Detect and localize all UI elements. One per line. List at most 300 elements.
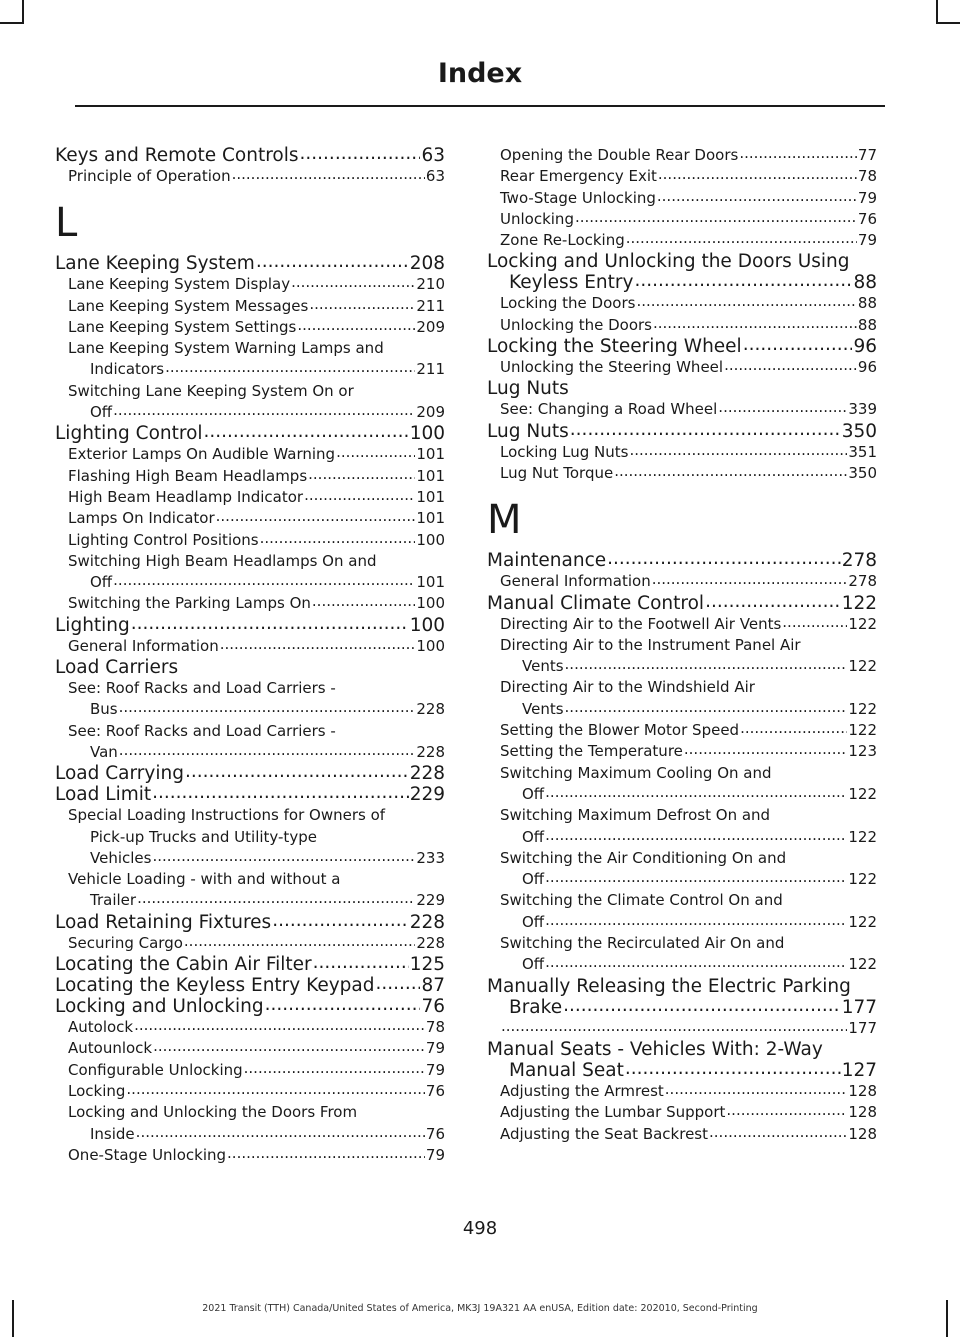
dot-leader: [309, 294, 415, 315]
entry-page-number: 76: [425, 1081, 445, 1100]
entry-page-number: 228: [409, 911, 445, 933]
index-column-right: [487, 145, 877, 1145]
entry-title: Locking: [68, 1081, 126, 1100]
entry-page-number: 101: [416, 466, 445, 485]
dot-leader: [614, 461, 847, 482]
entry-title: One-Stage Unlocking: [68, 1145, 227, 1164]
dot-leader: [291, 272, 415, 293]
dot-leader: [336, 442, 415, 463]
dot-leader: [265, 994, 421, 1015]
entry-title: Exterior Lamps On Audible Warning: [68, 445, 336, 464]
index-subentry: [487, 357, 877, 378]
index-entry-text: Switching Maximum Defrost On and: [500, 806, 771, 825]
index-subentry: [55, 890, 445, 911]
entry-page-number: 127: [841, 1059, 877, 1081]
entry-page-number: 88: [857, 294, 877, 313]
index-subentry: [487, 912, 877, 933]
entry-page-number: 210: [416, 275, 445, 294]
index-subentry: [55, 508, 445, 529]
dot-leader: [227, 1143, 425, 1164]
entry-page-number: 79: [425, 1060, 445, 1079]
entry-title: Bus: [90, 700, 118, 719]
dot-leader: [625, 1058, 841, 1079]
index-entry-text: Directing Air to the Instrument Panel Air: [500, 635, 801, 654]
index-entry: [55, 975, 445, 996]
entry-title: Lighting Control: [55, 423, 203, 445]
index-subentry: [55, 593, 445, 614]
entry-page-number: 228: [409, 763, 445, 785]
entry-page-number: 233: [416, 848, 445, 867]
crop-mark: [0, 22, 24, 24]
entry-title: Lane Keeping System: [55, 253, 255, 275]
entry-title: Unlocking the Doors: [500, 315, 652, 334]
index-entry-text: Vehicle Loading - with and without a: [68, 870, 341, 889]
entry-page-number: 122: [841, 592, 877, 614]
dot-leader: [119, 697, 416, 718]
entry-title: Unlocking: [500, 209, 574, 228]
entry-title: Locking and Unlocking: [55, 996, 264, 1018]
index-subentry: [487, 463, 877, 484]
index-entry-text: Switching Maximum Cooling On and: [500, 763, 772, 782]
entry-page-number: 122: [848, 699, 877, 718]
entry-page-number: 211: [416, 360, 445, 379]
entry-title: Lug Nut Torque: [500, 463, 614, 482]
dot-leader: [545, 910, 847, 931]
title-divider: [75, 105, 885, 107]
entry-title: Autounlock: [68, 1039, 153, 1058]
entry-title: Rear Emergency Exit: [500, 167, 657, 186]
index-entry-heading: Load Carriers: [55, 657, 179, 679]
index-subentry: [487, 166, 877, 187]
entry-title: Locking Lug Nuts: [500, 442, 629, 461]
entry-page-number: 128: [848, 1081, 877, 1100]
dot-leader: [137, 888, 415, 909]
entry-page-number: 122: [848, 827, 877, 846]
entry-page-number: 351: [848, 442, 877, 461]
entry-page-number: 123: [848, 742, 877, 761]
index-subentry: [55, 699, 445, 720]
entry-page-number: 122: [848, 657, 877, 676]
entry-title: Van: [90, 742, 118, 761]
index-subentry: [487, 293, 877, 314]
index-subentry: [487, 656, 877, 677]
index-entry: [487, 421, 877, 442]
entry-title: High Beam Headlamp Indicator: [68, 487, 304, 506]
index-subentry: [487, 784, 877, 805]
entry-title: Autolock: [68, 1018, 134, 1037]
dot-leader: [726, 1100, 847, 1121]
entry-title: Opening the Double Rear Doors: [500, 146, 739, 164]
entry-title: Two-Stage Unlocking: [500, 188, 656, 207]
index-subentry: [487, 188, 877, 209]
entry-title: Vents: [522, 657, 564, 676]
index-subentry: [487, 399, 877, 420]
entry-title: Vehicles: [90, 848, 152, 867]
index-entry-text: See: Roof Racks and Load Carriers -: [68, 721, 336, 740]
index-entry: [55, 763, 445, 784]
entry-title: Directing Air to the Footwell Air Vents: [500, 614, 782, 633]
index-subentry: [55, 848, 445, 869]
index-letter-heading: L: [55, 200, 78, 247]
entry-title: Load Carrying: [55, 763, 184, 785]
index-subentry: [487, 1124, 877, 1145]
entry-title: Adjusting the Seat Backrest: [500, 1124, 709, 1143]
index-subentry: [55, 466, 445, 487]
dot-leader: [375, 973, 420, 994]
entry-page-number: 122: [848, 912, 877, 931]
index-subentry: [55, 530, 445, 551]
entry-page-number: 100: [409, 423, 445, 445]
entry-page-number: 78: [425, 1018, 445, 1037]
index-entry: [487, 1060, 877, 1081]
dot-leader: [724, 355, 857, 376]
index-entry-text: Pick-up Trucks and Utility-type: [90, 827, 317, 846]
dot-leader: [232, 164, 425, 185]
entry-page-number: 228: [416, 742, 445, 761]
entry-page-number: 209: [416, 403, 445, 422]
entry-page-number: 128: [848, 1103, 877, 1122]
entry-page-number: 122: [848, 614, 877, 633]
index-subentry: [55, 1145, 445, 1166]
entry-page-number: 88: [857, 315, 877, 334]
dot-leader: [565, 654, 848, 675]
dot-leader: [634, 270, 852, 291]
index-entry: [55, 423, 445, 444]
dot-leader: [204, 421, 409, 442]
index-entry: [487, 997, 877, 1018]
index-subentry: [55, 317, 445, 338]
entry-title: Lighting Control Positions: [68, 530, 259, 549]
entry-title: Lighting: [55, 614, 130, 636]
dot-leader: [658, 164, 857, 185]
dot-leader: [304, 485, 415, 506]
dot-leader: [545, 867, 847, 888]
dot-leader: [705, 591, 841, 612]
entry-page-number: 100: [416, 530, 445, 549]
entry-page-number: 128: [848, 1124, 877, 1143]
index-subentry: [487, 827, 877, 848]
index-entry: [487, 272, 877, 293]
dot-leader: [657, 186, 857, 207]
dot-leader: [184, 931, 415, 952]
index-letter-heading: M: [487, 497, 522, 544]
index-entry: [55, 912, 445, 933]
page-number: 498: [462, 1218, 498, 1239]
index-subentry: [55, 402, 445, 423]
dot-leader: [684, 739, 847, 760]
entry-page-number: 229: [416, 891, 445, 910]
entry-page-number: 79: [857, 231, 877, 250]
entry-title: Off: [522, 912, 545, 931]
dot-leader: [113, 570, 415, 591]
entry-page-number: 125: [409, 954, 445, 976]
index-subentry: [55, 636, 445, 657]
index-entry: [487, 336, 877, 357]
entry-title: Securing Cargo: [68, 933, 183, 952]
index-entry: [487, 593, 877, 614]
entry-page-number: 88: [853, 272, 877, 294]
entry-page-number: 350: [848, 463, 877, 482]
entry-page-number: 228: [416, 700, 445, 719]
index-subentry: [487, 720, 877, 741]
index-subentry: [55, 296, 445, 317]
dot-leader: [575, 207, 857, 228]
index-entry: [55, 996, 445, 1017]
index-entry-text: Special Loading Instructions for Owners of: [68, 806, 386, 825]
entry-page-number: 177: [848, 1018, 877, 1037]
dot-leader: [743, 334, 853, 355]
entry-page-number: 100: [416, 594, 445, 613]
index-subentry: [55, 359, 445, 380]
entry-page-number: 77: [857, 146, 877, 164]
entry-title: Locating the Cabin Air Filter: [55, 954, 312, 976]
entry-title: Off: [522, 870, 545, 889]
index-subentry: [55, 1060, 445, 1081]
entry-page-number: 76: [425, 1124, 445, 1143]
dot-leader: [185, 761, 409, 782]
index-entry: [55, 145, 445, 166]
dot-leader: [300, 143, 421, 164]
entry-title: Switching the Parking Lamps On: [68, 594, 311, 613]
index-subentry: [55, 1124, 445, 1145]
entry-page-number: 278: [848, 572, 877, 591]
index-subentry: [487, 1018, 877, 1039]
entry-page-number: 211: [416, 296, 445, 315]
entry-page-number: 78: [857, 167, 877, 186]
entry-page-number: 122: [848, 721, 877, 740]
entry-title: Adjusting the Lumbar Support: [500, 1103, 726, 1122]
index-entry-text: Switching the Climate Control On and: [500, 891, 783, 910]
entry-page-number: 96: [853, 336, 877, 358]
entry-title: Off: [522, 827, 545, 846]
entry-page-number: 228: [416, 933, 445, 952]
index-entry: [55, 615, 445, 636]
index-subentry: [55, 572, 445, 593]
entry-title: Lane Keeping System Messages: [68, 296, 309, 315]
dot-leader: [626, 228, 857, 249]
dot-leader: [272, 910, 408, 931]
index-subentry: [487, 699, 877, 720]
dot-leader: [256, 251, 409, 272]
dot-leader: [709, 1122, 847, 1143]
entry-page-number: 122: [848, 955, 877, 974]
entry-title: Configurable Unlocking: [68, 1060, 243, 1079]
index-entry-heading: Manual Seats - Vehicles With: 2-Way: [487, 1038, 823, 1060]
entry-page-number: 76: [857, 209, 877, 228]
entry-title: Adjusting the Armrest: [500, 1081, 664, 1100]
entry-title: Trailer: [90, 891, 137, 910]
dot-leader: [782, 612, 847, 633]
dot-leader: [165, 357, 415, 378]
entry-page-number: 278: [841, 550, 877, 572]
index-entry-text: Lane Keeping System Warning Lamps and: [68, 339, 384, 358]
dot-leader: [152, 846, 415, 867]
dot-leader: [718, 397, 847, 418]
entry-page-number: 122: [848, 784, 877, 803]
dot-leader: [297, 315, 415, 336]
entry-page-number: 63: [421, 145, 445, 166]
entry-title: Locating the Keyless Entry Keypad: [55, 975, 375, 997]
index-entry-text: Switching the Recirculated Air On and: [500, 934, 785, 953]
index-subentry: [487, 1102, 877, 1123]
dot-leader: [665, 1079, 848, 1100]
entry-title: Lane Keeping System Settings: [68, 317, 297, 336]
index-subentry: [55, 1038, 445, 1059]
entry-title: Load Limit: [55, 784, 152, 806]
index-entry-text: Directing Air to the Windshield Air: [500, 678, 755, 697]
dot-leader: [131, 613, 409, 634]
dot-leader: [545, 782, 847, 803]
dot-leader: [570, 419, 841, 440]
entry-title: See: Changing a Road Wheel: [500, 400, 718, 419]
page-title: Index: [437, 58, 523, 89]
entry-title: Lug Nuts: [487, 420, 569, 442]
dot-leader: [113, 400, 415, 421]
entry-title: Off: [522, 955, 545, 974]
entry-title: Vents: [522, 699, 564, 718]
crop-mark: [936, 22, 960, 24]
index-subentry: [55, 742, 445, 763]
entry-title: Manual Seat: [509, 1059, 624, 1081]
index-subentry: [487, 230, 877, 251]
index-subentry: [55, 444, 445, 465]
index-subentry: [55, 274, 445, 295]
dot-leader: [629, 440, 847, 461]
dot-leader: [740, 718, 847, 739]
index-entry-text: Locking and Unlocking the Doors From: [68, 1103, 358, 1122]
index-subentry: [55, 1081, 445, 1102]
index-entry-text: Switching High Beam Headlamps On and: [68, 551, 377, 570]
index-subentry: [487, 614, 877, 635]
entry-title: Setting the Temperature: [500, 742, 683, 761]
entry-title: Load Retaining Fixtures: [55, 911, 272, 933]
dot-leader: [119, 740, 416, 761]
dot-leader: [134, 1015, 425, 1036]
dot-leader: [545, 952, 847, 973]
index-entry-text: See: Roof Racks and Load Carriers -: [68, 679, 336, 698]
entry-page-number: 122: [848, 870, 877, 889]
dot-leader: [126, 1079, 425, 1100]
index-subentry: [55, 1017, 445, 1038]
entry-page-number: 209: [416, 317, 445, 336]
entry-title: General Information: [68, 636, 219, 655]
entry-title: Inside: [90, 1124, 135, 1143]
index-subentry: [487, 145, 877, 166]
index-subentry: [487, 869, 877, 890]
index-entry: [487, 550, 877, 571]
entry-title: Off: [90, 403, 113, 422]
dot-leader: [312, 591, 415, 612]
entry-page-number: 79: [425, 1039, 445, 1058]
entry-title: Lane Keeping System Display: [68, 275, 291, 294]
index-subentry: [55, 166, 445, 187]
entry-page-number: 208: [409, 253, 445, 275]
entry-page-number: 79: [425, 1145, 445, 1164]
dot-leader: [565, 697, 848, 718]
dot-leader: [739, 143, 857, 164]
entry-page-number: 87: [421, 975, 445, 997]
entry-page-number: 96: [857, 358, 877, 377]
entry-title: Flashing High Beam Headlamps: [68, 466, 308, 485]
dot-leader: [636, 291, 856, 312]
dot-leader: [308, 464, 415, 485]
index-subentry: [487, 954, 877, 975]
entry-page-number: 177: [841, 996, 877, 1018]
entry-title: General Information: [500, 572, 651, 591]
index-subentry: [487, 571, 877, 592]
dot-leader: [260, 528, 416, 549]
entry-title: Zone Re-Locking: [500, 231, 625, 250]
dot-leader: [153, 1036, 425, 1057]
entry-title: Off: [522, 784, 545, 803]
index-entry: [55, 954, 445, 975]
index-subentry: [487, 209, 877, 230]
entry-title: Setting the Blower Motor Speed: [500, 721, 740, 740]
dot-leader: [152, 782, 409, 803]
entry-title: Lamps On Indicator: [68, 509, 215, 528]
entry-page-number: 101: [416, 445, 445, 464]
entry-title: Indicators: [90, 360, 165, 379]
index-subentry: [487, 442, 877, 463]
dot-leader: [652, 569, 848, 590]
dot-leader: [244, 1058, 425, 1079]
entry-page-number: 229: [409, 784, 445, 806]
entry-title: Locking the Steering Wheel: [487, 336, 742, 358]
entry-title: Maintenance: [487, 550, 607, 572]
index-subentry: [487, 1081, 877, 1102]
dot-leader: [501, 1016, 847, 1037]
entry-title: Principle of Operation: [68, 167, 231, 185]
index-subentry: [55, 487, 445, 508]
dot-leader: [545, 825, 847, 846]
entry-page-number: 76: [421, 996, 445, 1018]
dot-leader: [220, 634, 416, 655]
entry-page-number: 63: [425, 167, 445, 185]
entry-title: Off: [90, 573, 113, 592]
entry-page-number: 101: [416, 509, 445, 528]
entry-page-number: 101: [416, 573, 445, 592]
index-entry: [55, 784, 445, 805]
index-entry-text: Switching the Air Conditioning On and: [500, 848, 787, 867]
footer-edition-text: 2021 Transit (TTH) Canada/United States of America, MK3J 19A321 AA enUSA, Edition date: 202010, Second-Printing: [202, 1303, 758, 1314]
entry-title: Keys and Remote Controls: [55, 145, 299, 166]
dot-leader: [653, 313, 857, 334]
index-subentry: [487, 315, 877, 336]
entry-page-number: 350: [841, 420, 877, 442]
index-entry: [55, 253, 445, 274]
entry-title: Locking the Doors: [500, 294, 636, 313]
entry-page-number: 100: [409, 614, 445, 636]
dot-leader: [563, 995, 841, 1016]
entry-page-number: 339: [848, 400, 877, 419]
entry-title: Brake: [509, 996, 563, 1018]
entry-page-number: 100: [416, 636, 445, 655]
entry-title: Keyless Entry: [509, 272, 634, 294]
crop-mark: [22, 0, 24, 22]
index-entry-heading: Lug Nuts: [487, 378, 569, 400]
index-column-left: [55, 145, 445, 1166]
dot-leader: [313, 952, 409, 973]
index-entry-heading: Locking and Unlocking the Doors Using: [487, 251, 850, 273]
index-subentry: [55, 933, 445, 954]
dot-leader: [136, 1122, 425, 1143]
index-entry-heading: Manually Releasing the Electric Parking: [487, 975, 851, 997]
entry-title: Unlocking the Steering Wheel: [500, 358, 724, 377]
dot-leader: [607, 548, 841, 569]
index-entry-text: Switching Lane Keeping System On or: [68, 381, 354, 400]
dot-leader: [216, 506, 416, 527]
crop-mark: [936, 0, 938, 22]
